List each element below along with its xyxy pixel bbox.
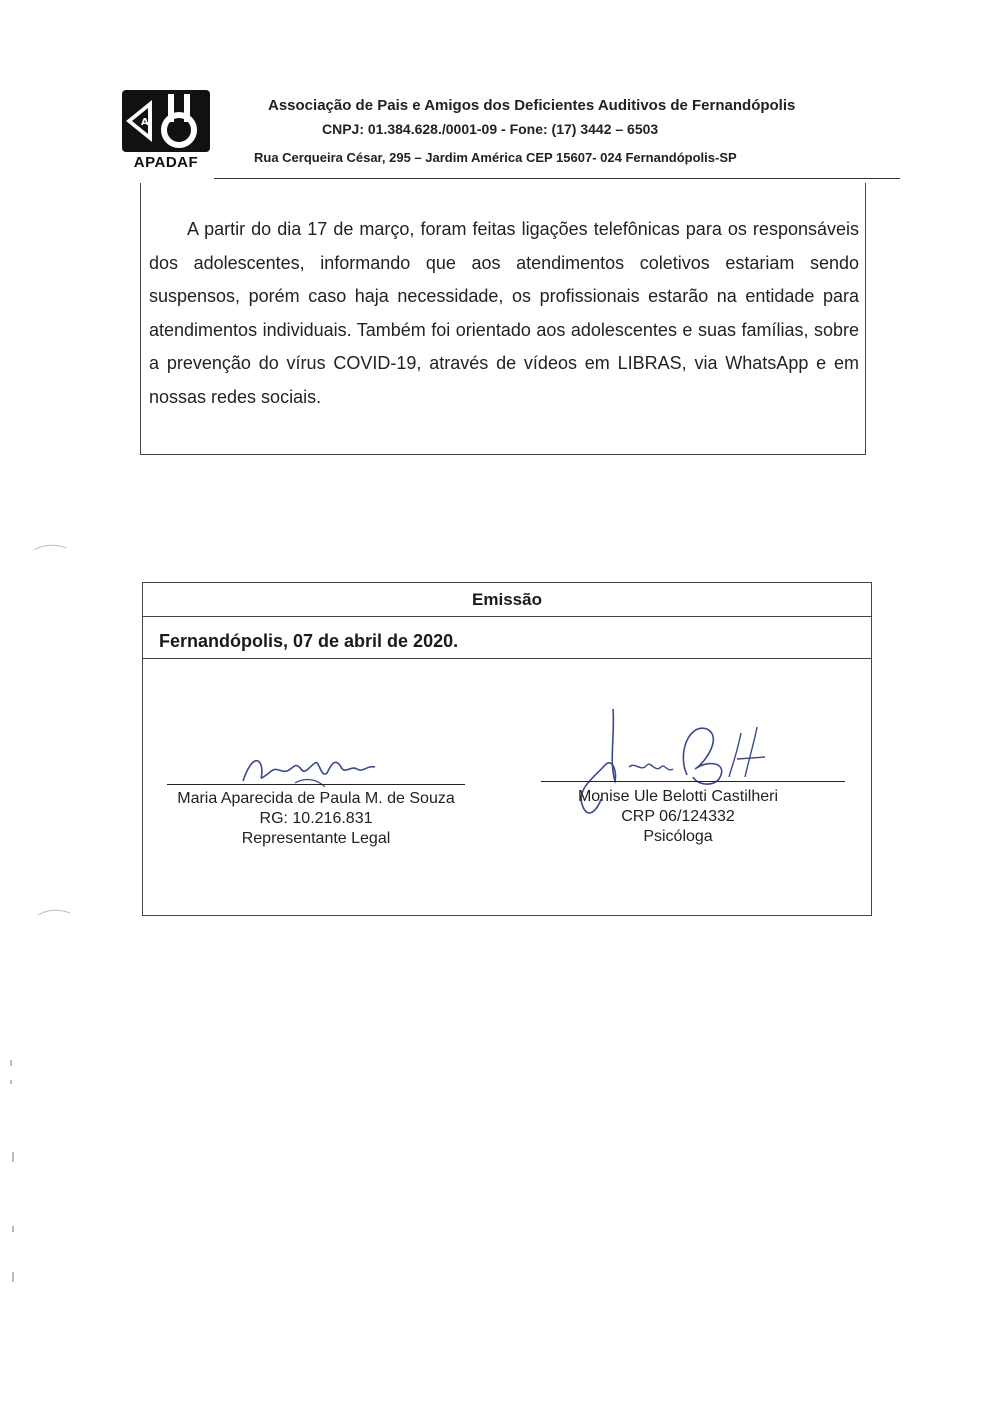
apadaf-logo bbox=[120, 90, 212, 172]
signer-role-right: Psicóloga bbox=[643, 828, 713, 845]
report-paragraph: A partir do dia 17 de março, foram feitas ligações telefônicas para os responsáveis dos adolescentes, informando que aos atendimentos coletivos estariam sendo suspensos, porém caso haja necessidade, os profissionais estarão na entidade para atendimentos individuais. Também foi orientado aos adolescentes e suas famílias, sobre a prevenção do vírus COVID-19, através de vídeos em LIBRAS, via WhatsApp e em nossas redes sociais. bbox=[149, 219, 859, 407]
signature-line-left bbox=[167, 784, 465, 785]
signer-id-left: RG: 10.216.831 bbox=[259, 810, 373, 827]
svg-text:A: A bbox=[141, 117, 149, 128]
scan-mark bbox=[34, 905, 74, 921]
scan-mark bbox=[30, 540, 70, 556]
address: Rua Cerqueira César, 295 – Jardim América CEP 15607- 024 Fernandópolis-SP bbox=[254, 150, 737, 165]
signer-id-right: CRP 06/124332 bbox=[621, 808, 735, 825]
scan-mark bbox=[12, 1272, 14, 1282]
report-text-box bbox=[140, 183, 866, 455]
scan-mark bbox=[10, 1060, 12, 1066]
cnpj-phone: CNPJ: 01.384.628./0001-09 - Fone: (17) 3442 – 6503 bbox=[322, 121, 659, 137]
logo-mark bbox=[122, 90, 210, 152]
handwritten-signature-left bbox=[235, 743, 385, 793]
signature-line-right bbox=[541, 781, 845, 782]
emission-box bbox=[142, 582, 872, 916]
emission-date-row bbox=[143, 617, 871, 659]
ear-symbol-icon bbox=[122, 90, 210, 152]
signer-name-left: Maria Aparecida de Paula M. de Souza bbox=[177, 790, 455, 807]
scan-mark bbox=[10, 1080, 12, 1084]
emission-date: Fernandópolis, 07 de abril de 2020. bbox=[159, 631, 459, 651]
signer-name-right: Monise Ule Belotti Castilheri bbox=[577, 788, 779, 805]
scan-mark bbox=[12, 1226, 14, 1232]
signer-role-left: Representante Legal bbox=[241, 830, 391, 847]
header-divider bbox=[214, 178, 900, 179]
scan-mark bbox=[12, 1152, 14, 1162]
emission-title: Emissão bbox=[143, 583, 871, 617]
organization-name: Associação de Pais e Amigos dos Deficientes Auditivos de Fernandópolis bbox=[268, 97, 796, 114]
logo-text: APADAF bbox=[133, 154, 199, 171]
